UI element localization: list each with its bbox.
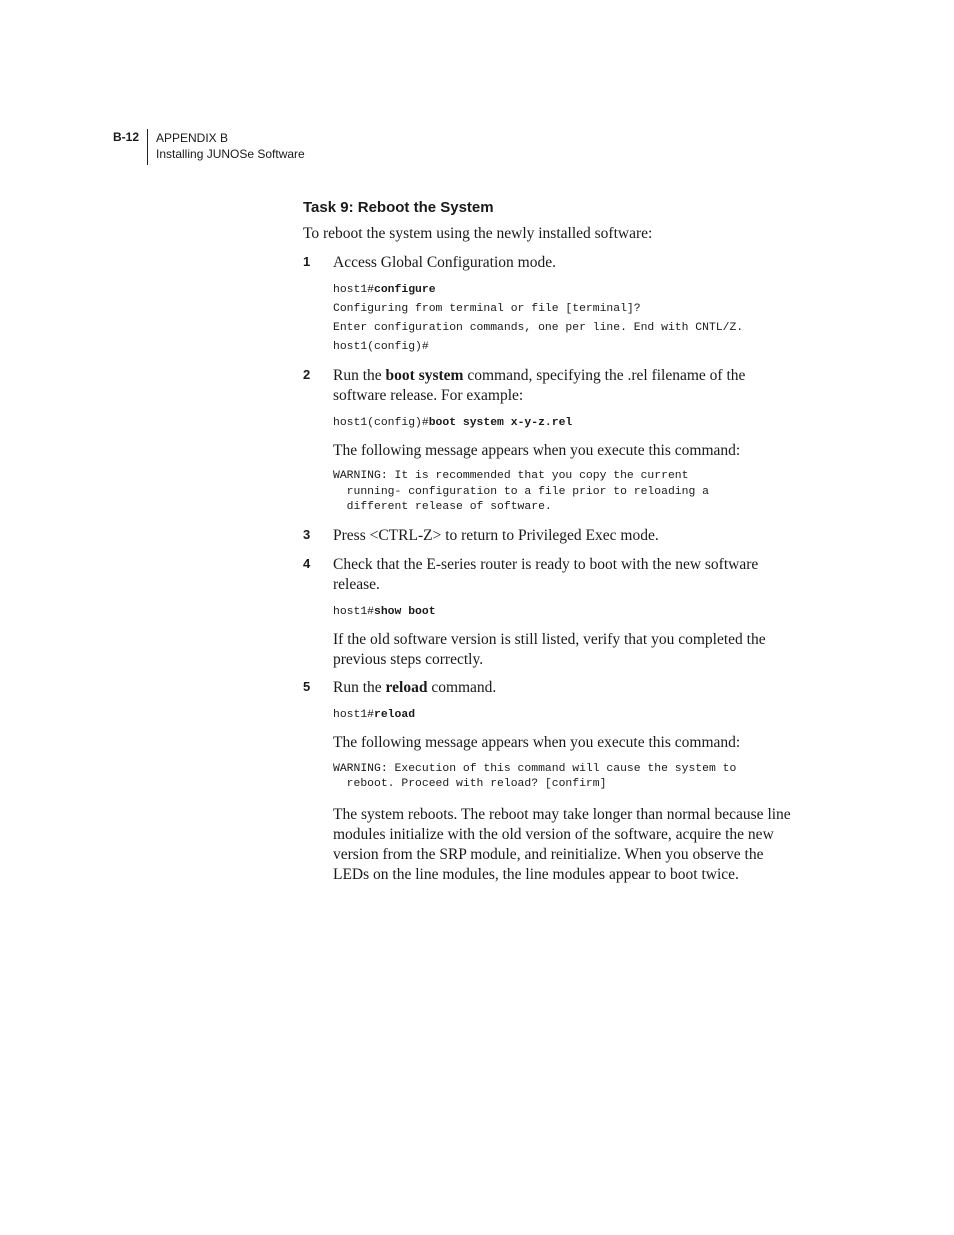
code-prompt: host1# [333,708,375,721]
code-command: show boot [374,605,436,618]
text-run: command, specifying the .rel filename of the software release. For example: [333,367,746,404]
task-heading: Task 9: Reboot the System [303,199,494,216]
code-line: different release of software. [333,501,552,513]
step-text: Access Global Configuration mode. [333,254,556,271]
code-block [333,603,793,622]
step-3 [303,526,793,546]
page-number: B-12 [113,130,140,144]
step-2 [303,366,793,516]
code-command: reload [374,708,416,721]
task-intro: To reboot the system using the newly installed software: [303,225,653,242]
code-line: reboot. Proceed with reload? [confirm] [333,778,607,790]
step-5 [303,678,793,885]
message-intro: The following message appears when you execute this command: [333,442,741,459]
step-number: 5 [303,678,311,694]
code-line: host1(config)# [333,341,429,353]
step-number: 3 [303,526,311,542]
code-line: WARNING: It is recommended that you copy the current [333,470,689,482]
message-intro: The following message appears when you execute this command: [333,733,741,751]
code-prompt: host1(config)# [333,417,429,429]
warning-block [333,469,793,516]
chapter-title: Installing JUNOSe Software [156,147,305,161]
code-line: running- configuration to a file prior to reloading a [333,485,709,498]
code-command: configure [374,284,436,296]
step-text: Check that the E-series router is ready to boot with the new software release. [333,555,759,593]
code-block [333,414,793,433]
text-run: command. [427,678,497,696]
text-run: Run the [333,678,386,696]
main-content [303,198,793,885]
code-block [333,706,793,725]
text-run: Run the [333,367,386,384]
warning-block [333,762,793,793]
code-prompt: host1# [333,284,375,296]
code-line: Enter configuration commands, one per line. End with CNTL/Z. [333,322,744,334]
code-command: boot system x-y-z.rel [428,417,573,429]
step-1 [303,253,793,357]
command-name: reload [385,678,428,696]
code-line: Configuring from terminal or file [terminal]? [333,303,641,315]
header-divider [147,129,148,165]
code-line: WARNING: Execution of this command will cause the system to [333,762,737,775]
command-name: boot system [385,367,464,384]
step-4 [303,555,793,670]
step-note: If the old software version is still listed, verify that you completed the previous steps correctly. [333,630,766,668]
code-prompt: host1# [333,605,375,618]
step-text [333,678,793,698]
step-number: 1 [303,254,311,269]
step-text: Press <CTRL-Z> to return to Privileged Exec mode. [333,526,659,544]
step-number: 4 [303,555,311,571]
step-number: 2 [303,367,311,382]
step-note: The system reboots. The reboot may take longer than normal because line modules initialize with the old version of the software, acquire the new version from the SRP module, and reinitialize. When you observe the LEDs on the line modules, the line modules appear to boot twice. [333,805,791,883]
running-header [156,130,305,162]
step-text [333,366,793,406]
appendix-label: APPENDIX B [156,131,229,145]
code-block [333,281,793,357]
